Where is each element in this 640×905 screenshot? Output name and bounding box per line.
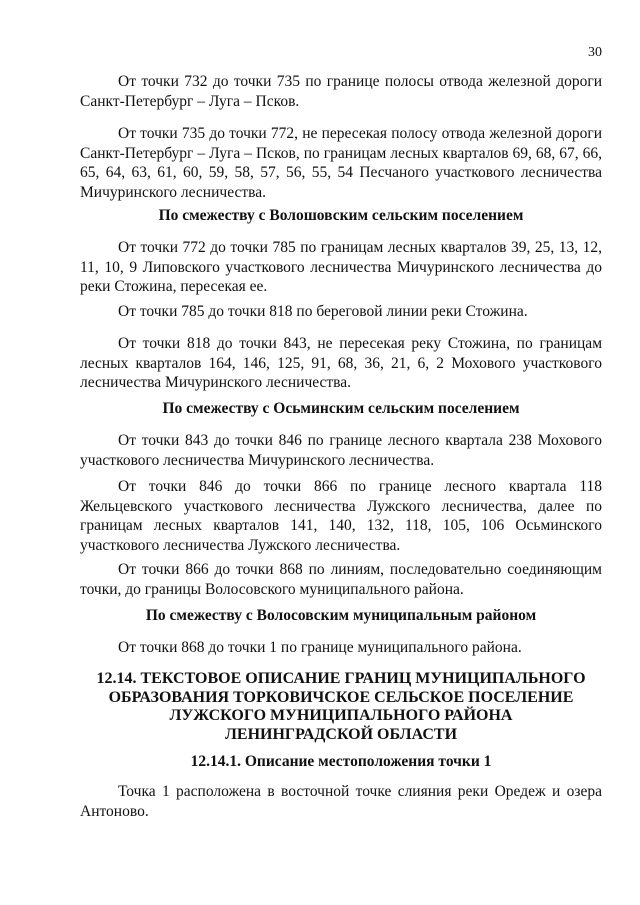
paragraph-segment-843-846: От точки 843 до точки 846 по границе лесного квартала 238 Мохового участкового лесничества Мичуринского лесничества. bbox=[80, 432, 602, 469]
section-heading-osminskoe: По смежеству с Осьминским сельским поселением bbox=[162, 400, 520, 417]
paragraph-segment-735-772: От точки 735 до точки 772, не пересекая полосу отвода железной дороги Санкт-Петербург – Луга – Псков, по границам лесных кварталов 69, 68, 67, 66, 65, 64, 63, 61, 60, 59, 58, 57, 56, 55, 54 Песчаного участкового лесничества Мичуринского лесничества. bbox=[80, 125, 602, 201]
paragraph-segment-868-1: От точки 868 до точки 1 по границе муниципального района. bbox=[118, 639, 522, 656]
section-heading-voloshovskoe: По смежеству с Волошовским сельским поселением bbox=[158, 207, 524, 224]
main-heading-line: ЛУЖСКОГО МУНИЦИПАЛЬНОГО РАЙОНА bbox=[169, 707, 513, 724]
paragraph-segment-818-843: От точки 818 до точки 843, не пересекая реку Стожина, по границам лесных кварталов 164, 146, 125, 91, 68, 36, 21, 6, 2 Мохового участкового лесничества Мичуринского лесничества. bbox=[80, 335, 602, 391]
main-heading-line: ОБРАЗОВАНИЯ ТОРКОВИЧСКОЕ СЕЛЬСКОЕ ПОСЕЛЕНИЕ bbox=[108, 688, 574, 706]
paragraph-segment-772-785: От точки 772 до точки 785 по границам лесных кварталов 39, 25, 13, 12, 11, 10, 9 Липовского участкового лесничества Мичуринского лесничества до реки Стожина, пересекая ее. bbox=[80, 239, 602, 295]
main-section-heading bbox=[80, 670, 602, 744]
paragraph-segment-785-818: От точки 785 до точки 818 по береговой линии реки Стожина. bbox=[118, 303, 528, 320]
paragraph-segment-866-868: От точки 866 до точки 868 по линиям, последовательно соединяющим точки, до границы Волосовского муниципального района. bbox=[80, 561, 602, 598]
page-number: 30 bbox=[588, 45, 602, 60]
paragraph-segment-732-735: От точки 732 до точки 735 по границе полосы отвода железной дороги Санкт-Петербург – Луга – Псков. bbox=[80, 73, 602, 110]
paragraph-point-1-location: Точка 1 расположена в восточной точке слияния реки Оредеж и озера Антоново. bbox=[80, 783, 602, 820]
main-heading-line: 12.14. ТЕКСТОВОЕ ОПИСАНИЕ ГРАНИЦ МУНИЦИПАЛЬНОГО bbox=[96, 670, 586, 687]
section-heading-volosovskiy: По смежеству с Волосовским муниципальным районом bbox=[145, 607, 537, 624]
paragraph-segment-846-866: От точки 846 до точки 866 по границе лесного квартала 118 Жельцевского участкового лесничества Лужского лесничества, далее по границам лесных кварталов 141, 140, 132, 118, 105, 106 Осьминского участкового лесничества Лужского лесничества. bbox=[80, 478, 602, 554]
main-heading-line: ЛЕНИНГРАДСКОЙ ОБЛАСТИ bbox=[224, 725, 458, 743]
subsection-heading-point-1: 12.14.1. Описание местоположения точки 1 bbox=[190, 753, 492, 770]
